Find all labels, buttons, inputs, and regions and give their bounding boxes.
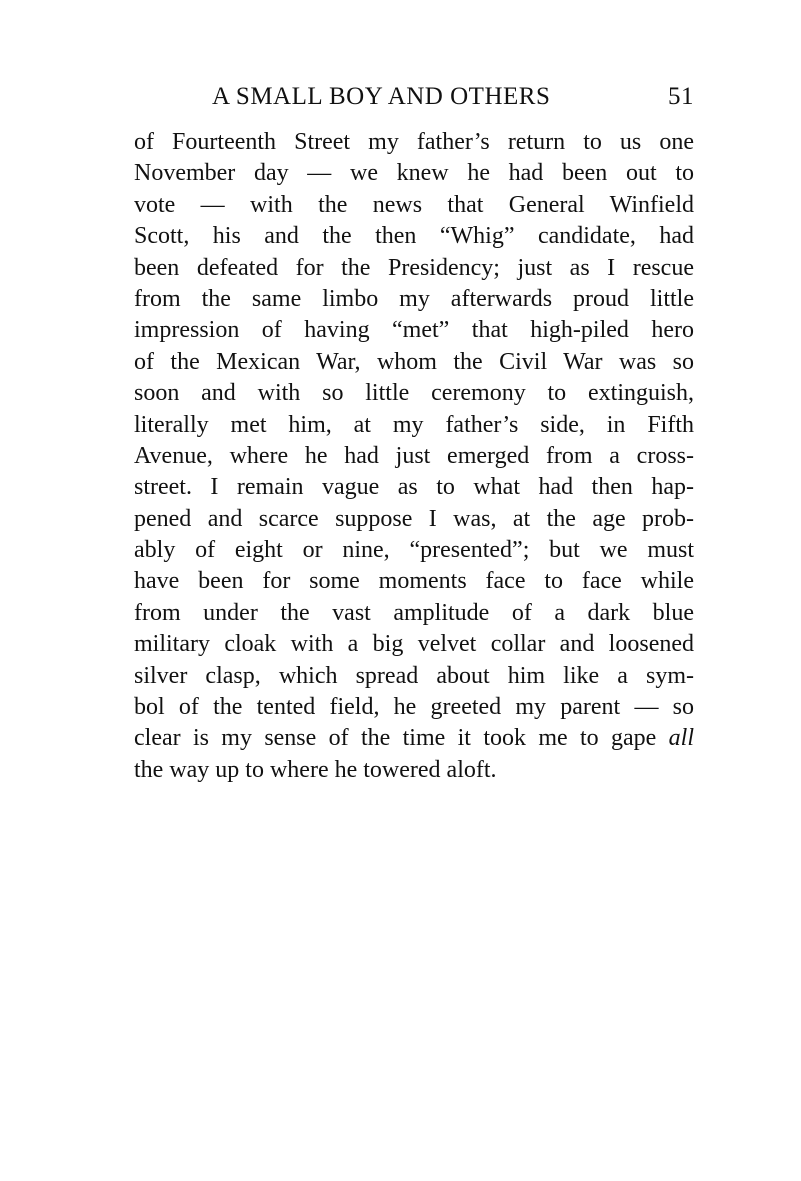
text-line: silver clasp, which spread about him like a sym- (134, 662, 694, 689)
page-number: 51 (668, 83, 694, 110)
body-paragraph (134, 127, 694, 786)
text-line: from the same limbo my afterwards proud little (134, 285, 694, 312)
text-line: military cloak with a big velvet collar and loosened (134, 631, 694, 658)
text-line: Avenue, where he had just emerged from a cross- (134, 442, 694, 469)
text-line-start: clear is my sense of the time it took me to gape (134, 725, 657, 752)
running-title: A SMALL BOY AND OTHERS (212, 83, 551, 110)
running-head (134, 80, 694, 114)
text-line: have been for some moments face to face while (134, 568, 694, 595)
text-line: been defeated for the Presidency; just as I rescue (134, 254, 694, 281)
text-line: pened and scarce suppose I was, at the age prob- (134, 505, 694, 532)
text-line: ably of eight or nine, “presented”; but we must (134, 537, 694, 564)
text-line: of the Mexican War, whom the Civil War was so (134, 348, 694, 375)
text-line: of Fourteenth Street my father’s return to us one (134, 129, 694, 155)
text-line: vote — with the news that General Winfield (134, 191, 694, 218)
text-line-last: the way up to where he towered aloft. (134, 756, 497, 783)
text-line: November day — we knew he had been out to (134, 160, 694, 187)
text-line: street. I remain vague as to what had then hap- (134, 474, 694, 501)
text-line-with-emphasis (134, 723, 694, 754)
emphasized-word: all (668, 725, 694, 752)
text-line: Scott, his and the then “Whig” candidate, had (134, 223, 694, 250)
text-line: literally met him, at my father’s side, in Fifth (134, 411, 694, 438)
text-line: soon and with so little ceremony to extinguish, (134, 380, 694, 407)
text-line: bol of the tented field, he greeted my parent — so (134, 694, 694, 721)
text-line: from under the vast amplitude of a dark blue (134, 599, 694, 626)
text-line: impression of having “met” that high-piled hero (134, 317, 694, 344)
